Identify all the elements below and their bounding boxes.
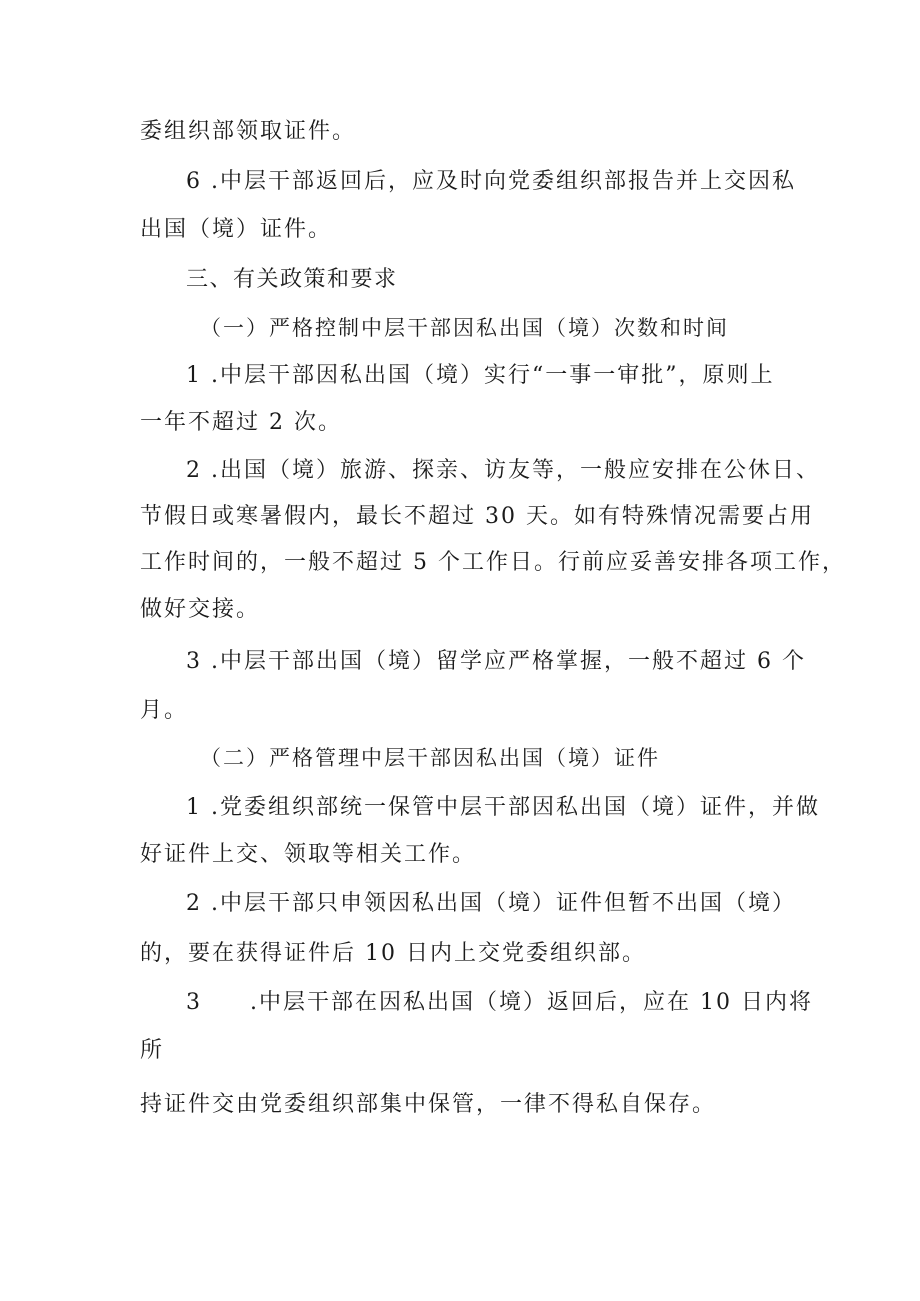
section-heading: 三、有关政策和要求 <box>186 267 398 292</box>
text-line: 工作时间的，一般不超过 5 个工作日。行前应妥善安排各项工作， <box>140 550 846 575</box>
subsection-heading: （二）严格管理中层干部因私出国（境）证件 <box>200 746 660 770</box>
text-line: 1 .党委组织部统一保管中层干部因私出国（境）证件，并做 <box>186 795 820 820</box>
text-line: 所 <box>140 1038 165 1063</box>
text-line: 出国（境）证件。 <box>140 217 333 242</box>
text-line: 的，要在获得证件后 10 日内上交党委组织部。 <box>140 941 646 966</box>
text-line: 委组织部领取证件。 <box>140 119 357 144</box>
text-line: 2 .出国（境）旅游、探亲、访友等，一般应安排在公休日、 <box>186 458 820 483</box>
text-line: 6 .中层干部返回后，应及时向党委组织部报告并上交因私 <box>186 169 796 194</box>
text-line: 月。 <box>140 698 189 723</box>
text-line: 持证件交由党委组织部集中保管，一律不得私自保存。 <box>140 1092 717 1117</box>
subsection-heading: （一）严格控制中层干部因私出国（境）次数和时间 <box>200 316 729 340</box>
text-line: 3 .中层干部在因私出国（境）返回后，应在 10 日内将 <box>186 990 813 1015</box>
text-line: 好证件上交、领取等相关工作。 <box>140 842 477 867</box>
text-line: 节假日或寒暑假内，最长不超过 30 天。如有特殊情况需要占用 <box>140 504 814 529</box>
text-line: 一年不超过 2 次。 <box>140 410 342 435</box>
text-line: 1 .中层干部因私出国（境）实行“一事一审批”，原则上 <box>186 363 775 388</box>
text-line: 做好交接。 <box>140 597 261 622</box>
text-line: 3 .中层干部出国（境）留学应严格掌握，一般不超过 6 个 <box>186 649 806 674</box>
text-line: 2 .中层干部只申领因私出国（境）证件但暂不出国（境） <box>186 891 796 916</box>
